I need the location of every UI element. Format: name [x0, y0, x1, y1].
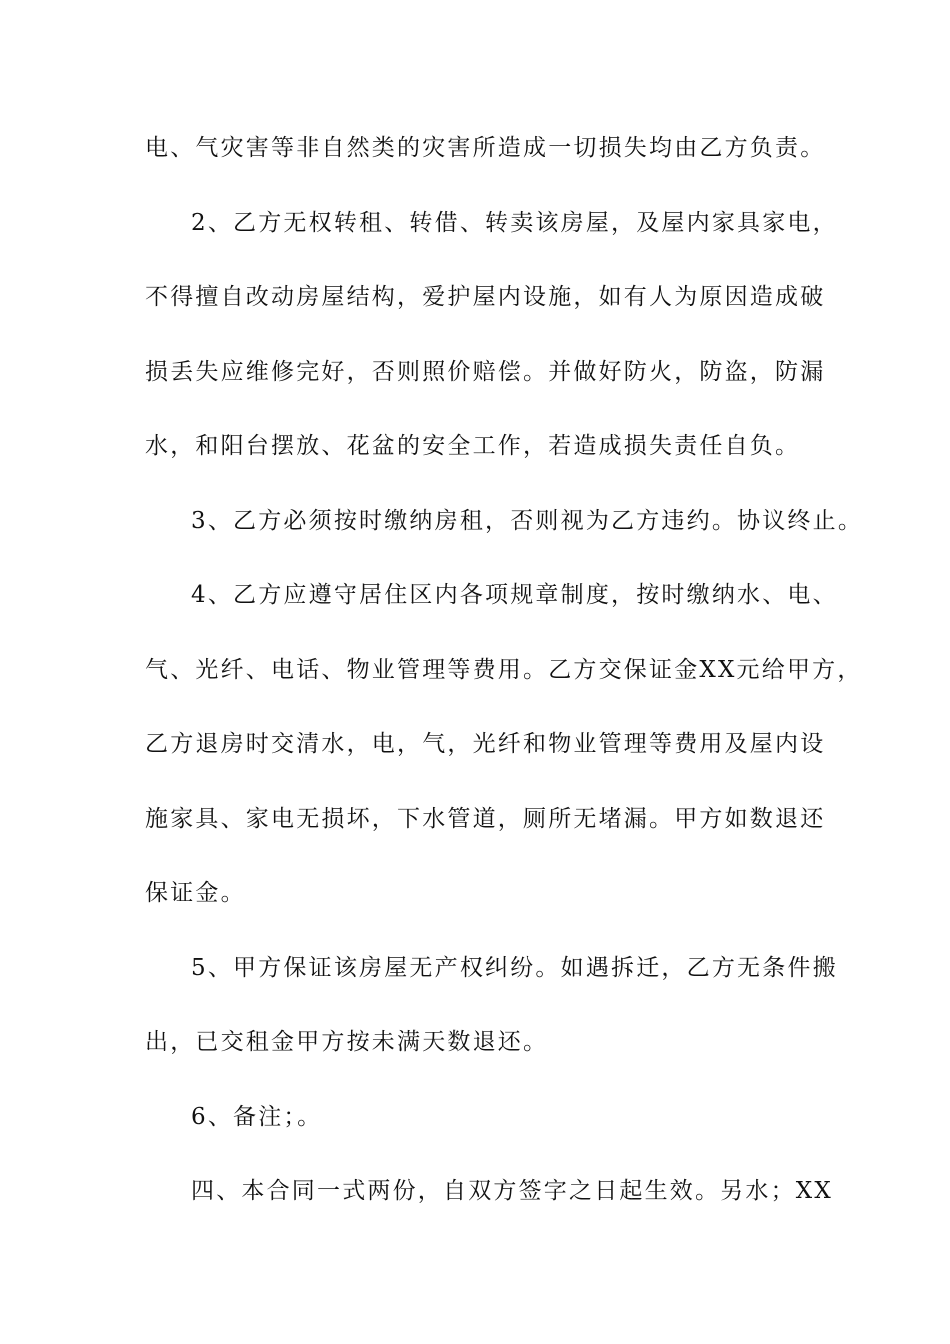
document-body	[145, 128, 864, 1246]
text-line-4: 损丢失应维修完好，否则照价赔偿。并做好防火，防盗，防漏	[145, 358, 826, 385]
text-line-3: 不得擅自改动房屋结构，爱护屋内设施，如有人为原因造成破	[145, 284, 826, 310]
text-line-1: 电、气灾害等非自然类的灾害所造成一切损失均由乙方负责。	[145, 135, 826, 161]
text-line-15: 四、本合同一式两份，自双方签字之日起生效。另水；XX	[191, 1178, 833, 1204]
text-line-6: 3、乙方必须按时缴纳房租，否则视为乙方违约。协议终止。	[191, 507, 864, 534]
text-line-13: 出，已交租金甲方按未满天数退还。	[145, 1029, 549, 1055]
text-line-10: 施家具、家电无损坏，下水管道，厕所无堵漏。甲方如数退还	[145, 805, 826, 832]
text-line-14: 6、备注；。	[191, 1103, 323, 1130]
text-line-2: 2、乙方无权转租、转借、转卖该房屋，及屋内家具家电，	[191, 209, 838, 236]
text-line-9: 乙方退房时交清水，电，气，光纤和物业管理等费用及屋内设	[145, 731, 826, 757]
text-line-8: 气、光纤、电话、物业管理等费用。乙方交保证金XX元给甲方，	[145, 656, 863, 683]
text-line-5: 水，和阳台摆放、花盆的安全工作，若造成损失责任自负。	[145, 433, 801, 459]
text-line-7: 4、乙方应遵守居住区内各项规章制度，按时缴纳水、电、	[191, 582, 838, 608]
text-line-12: 5、甲方保证该房屋无产权纠纷。如遇拆迁，乙方无条件搬	[191, 954, 838, 981]
text-line-11: 保证金。	[145, 880, 246, 906]
